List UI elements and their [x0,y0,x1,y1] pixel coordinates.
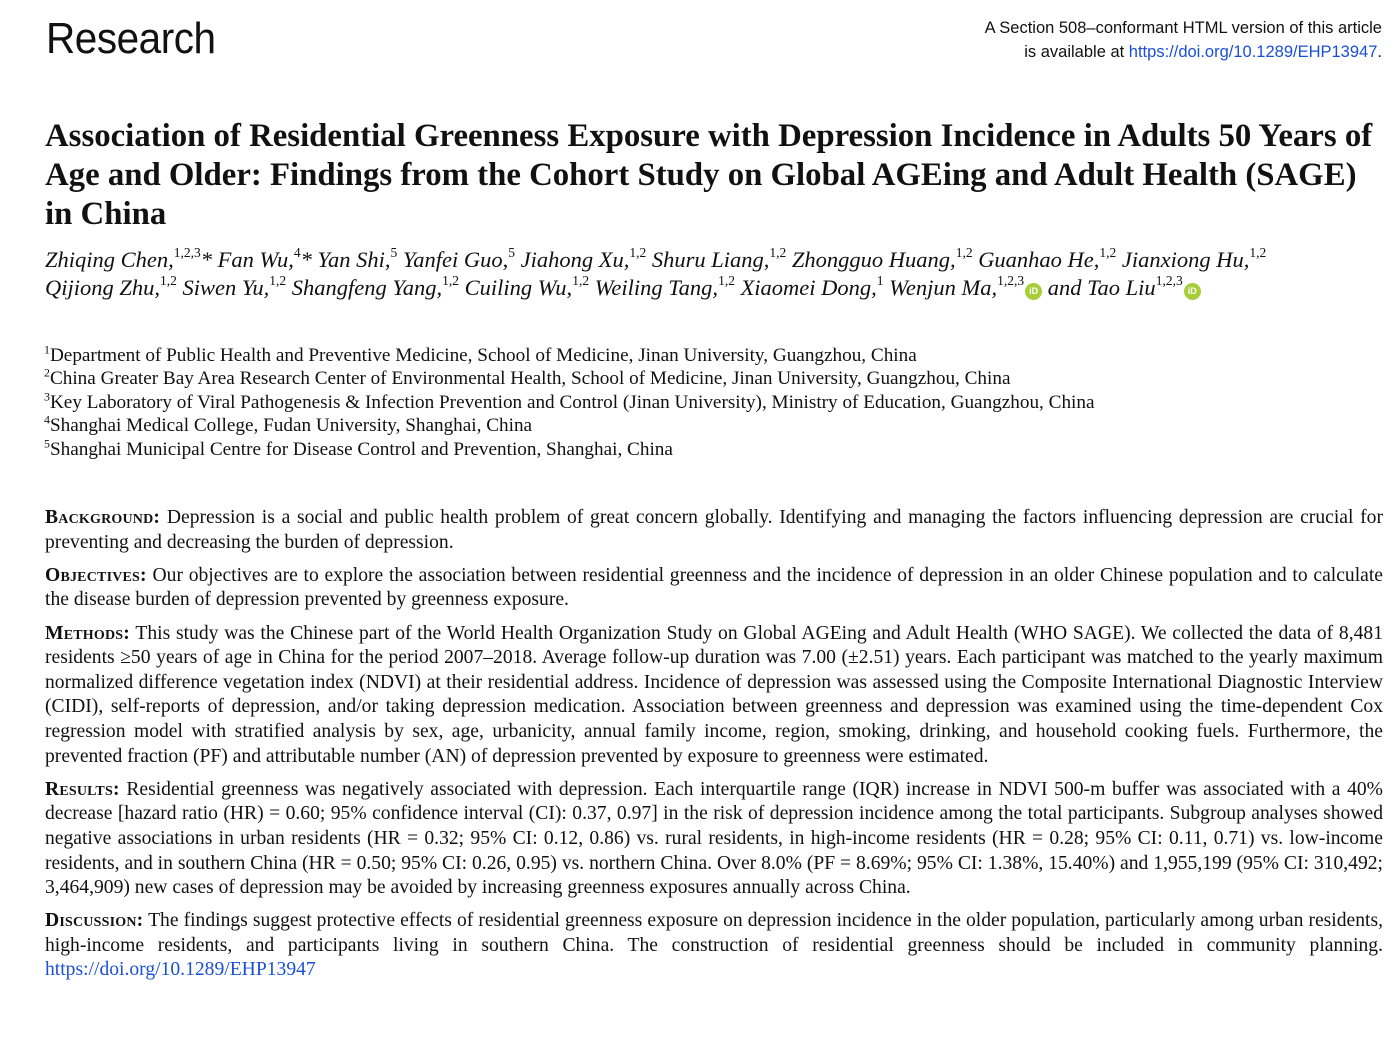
author-affiliation-marker: 5 [508,244,516,260]
author-name [889,272,1042,300]
abstract-methods-text: This study was the Chinese part of the World Health Organization Study on Global AGEing and Adult Health (WHO SAGE). We collected the data of 8,481 residents ≥50 years of age in China for the period 2007–2018. Average follow-up duration was 7.00 (±2.51) years. Each participant was matched to the yearly maximum normalized difference vegetation index (NDVI) at their residential address. Incidence of depression was assessed using the Composite International Diagnostic Interview (CIDI), self-reports of depression, and/or taking depression medication. Association between greenness and depression was examined using the time-dependent Cox regression model with stratified analysis by sex, age, urbanicity, annual family income, region, smoking, drinking, and household cooking fuels. Furthermore, the prevented fraction (PF) and attributable number (AN) of depression prevented by exposure to greenness were estimated. [45,622,1383,767]
author-name-text: Yan Shi, [317,247,391,272]
author-name-text: and Tao Liu [1047,275,1156,300]
author-name [1121,244,1267,272]
abstract [45,506,1383,992]
author-name-text: Qijiong Zhu, [45,275,161,300]
author-affiliation-marker: 1,2 [160,272,177,288]
abstract-discussion [45,909,1383,983]
abstract-discussion-heading: Discussion: [45,910,144,932]
author-affiliation-marker: 4 [293,244,301,260]
affiliation-text: Key Laboratory of Viral Pathogenesis & Infection Prevention and Control (Jinan University), Ministry of Education, Guangzhou, China [49,391,1095,413]
affiliation-item [44,367,1389,390]
affiliation-number: 4 [44,412,50,427]
author-name [651,244,787,272]
author-name-text: Yanfei Guo, [402,247,509,272]
abstract-methods [45,622,1383,770]
author-name-text: Shangfeng Yang, [291,275,443,300]
author-affiliation-marker: 1,2,3 [1155,272,1183,288]
corresponding-author-marker: * [200,247,213,272]
corresponding-author-marker: * [300,247,312,272]
abstract-methods-heading: Methods: [45,622,130,644]
html-version-link[interactable]: https://doi.org/10.1289/EHP13947 [1128,43,1378,61]
author-affiliation-marker: 1,2 [1099,244,1117,260]
affiliation-number: 2 [44,366,50,381]
author-name [520,244,647,272]
abstract-background [45,506,1383,555]
author-name [594,272,735,300]
author-name [317,244,398,272]
affiliation-item [44,344,1389,367]
section-label: Research [46,14,216,63]
abstract-background-heading: Background: [45,507,161,528]
author-name [402,244,516,272]
author-name-text: Zhiqing Chen, [45,247,174,272]
author-affiliation-marker: 1,2,3 [173,244,201,260]
author-name [791,244,973,272]
author-affiliation-marker: 1,2 [572,272,590,288]
author-affiliation-marker: 1,2 [718,272,735,288]
author-name [464,272,590,300]
affiliation-text: Shanghai Municipal Centre for Disease Control and Prevention, Shanghai, China [49,438,673,460]
author-affiliation-marker: 1,2,3 [997,272,1025,288]
author-name-text: Jianxiong Hu, [1121,247,1250,272]
affiliation-number: 1 [44,342,50,357]
abstract-results [45,778,1383,901]
author-name-text: Zhongguo Huang, [791,247,956,272]
author-affiliation-marker: 1,2 [442,272,460,288]
author-affiliation-marker: 1,2 [629,244,647,260]
section-508-suffix: . [1377,43,1382,61]
abstract-objectives-heading: Objectives: [45,564,147,586]
author-name [182,272,287,300]
affiliation-text: China Greater Bay Area Research Center of Environmental Health, School of Medicine, Jinan University, Guangzhou, China [49,368,1011,390]
doi-link[interactable]: https://doi.org/10.1289/EHP13947 [45,959,316,981]
abstract-objectives-text: Our objectives are to explore the association between residential greenness and the incidence of depression in an older Chinese population and to calculate the disease burden of depression prevented by greenness exposure. [45,564,1383,611]
affiliation-text: Department of Public Health and Preventive Medicine, School of Medicine, Jinan University, Guangzhou, China [49,345,917,366]
section-508-notice [985,16,1382,64]
author-affiliation-marker: 1 [876,272,884,288]
affiliation-number: 3 [44,389,50,404]
section-508-line-1: A Section 508–conformant HTML version of this article [984,19,1382,37]
author-name [1047,272,1201,300]
author-name-text: Fan Wu, [217,247,294,272]
abstract-results-heading: Results: [45,778,120,800]
author-affiliation-marker: 1,2 [955,244,973,260]
author-affiliation-marker: 1,2 [769,244,787,260]
author-name-text: Xiaomei Dong, [740,275,877,300]
author-name [45,272,177,300]
author-affiliation-marker: 1,2 [269,272,287,288]
author-affiliation-marker: 5 [390,244,398,260]
orcid-icon[interactable]: iD [1184,283,1201,300]
section-508-prefix: is available at [1024,43,1129,61]
author-name-text: Weiling Tang, [594,275,719,300]
author-name-text: Guanhao He, [978,247,1100,272]
author-name-text: Siwen Yu, [182,275,270,300]
affiliation-text: Shanghai Medical College, Fudan University, Shanghai, China [49,415,533,437]
author-list [45,246,1390,302]
author-name [291,272,460,300]
author-affiliation-marker: 1,2 [1249,244,1267,260]
author-name [740,272,884,300]
affiliation-item [44,391,1389,414]
orcid-icon[interactable]: iD [1025,283,1042,300]
abstract-discussion-text: The findings suggest protective effects of residential greenness exposure on depression incidence in the older population, particularly among urban residents, high-income residents, and participants living in southern China. The construction of residential greenness should be included in community planning. [45,910,1383,956]
section-508-line-2 [985,40,1382,64]
abstract-results-text: Residential greenness was negatively associated with depression. Each interquartile range (IQR) increase in NDVI 500-m buffer was associated with a 40% decrease [hazard ratio (HR) = 0.60; 95% confidence interval (CI): 0.37, 0.97] in the risk of depression incidence among the total participants. Subgroup analyses showed negative associations in urban residents (HR = 0.32; 95% CI: 0.12, 0.86) vs. rural residents, in high-income residents (HR = 0.28; 95% CI: 0.11, 0.71) vs. low-income residents, and in southern China (HR = 0.50; 95% CI: 0.26, 0.95) vs. northern China. Over 8.0% (PF = 8.69%; 95% CI: 1.38%, 15.40%) and 1,955,199 (95% CI: 310,492; 3,464,909) new cases of depression may be avoided by increasing greenness exposures annually across China. [45,778,1383,899]
abstract-background-text: Depression is a social and public health problem of great concern globally. Identifying and managing the factors influencing depression are crucial for preventing and decreasing the burden of depression. [45,507,1384,553]
abstract-objectives [45,564,1383,613]
affiliation-item [44,438,1389,461]
affiliation-number: 5 [44,436,50,451]
article-title: Association of Residential Greenness Exposure with Depression Incidence in Adults 50 Years of Age and Older: Findings from the Cohort Study on Global AGEing and Adult Health (SAGE) in China [45,118,1373,232]
author-name [217,244,312,272]
affiliation-list [44,344,1389,461]
author-name-text: Cuiling Wu, [464,275,573,300]
author-name-text: Shuru Liang, [651,247,770,272]
author-name [978,244,1117,272]
author-name-text: Jiahong Xu, [520,247,630,272]
author-name-text: Wenjun Ma, [889,275,998,300]
affiliation-item [44,414,1389,437]
author-name [45,244,213,272]
